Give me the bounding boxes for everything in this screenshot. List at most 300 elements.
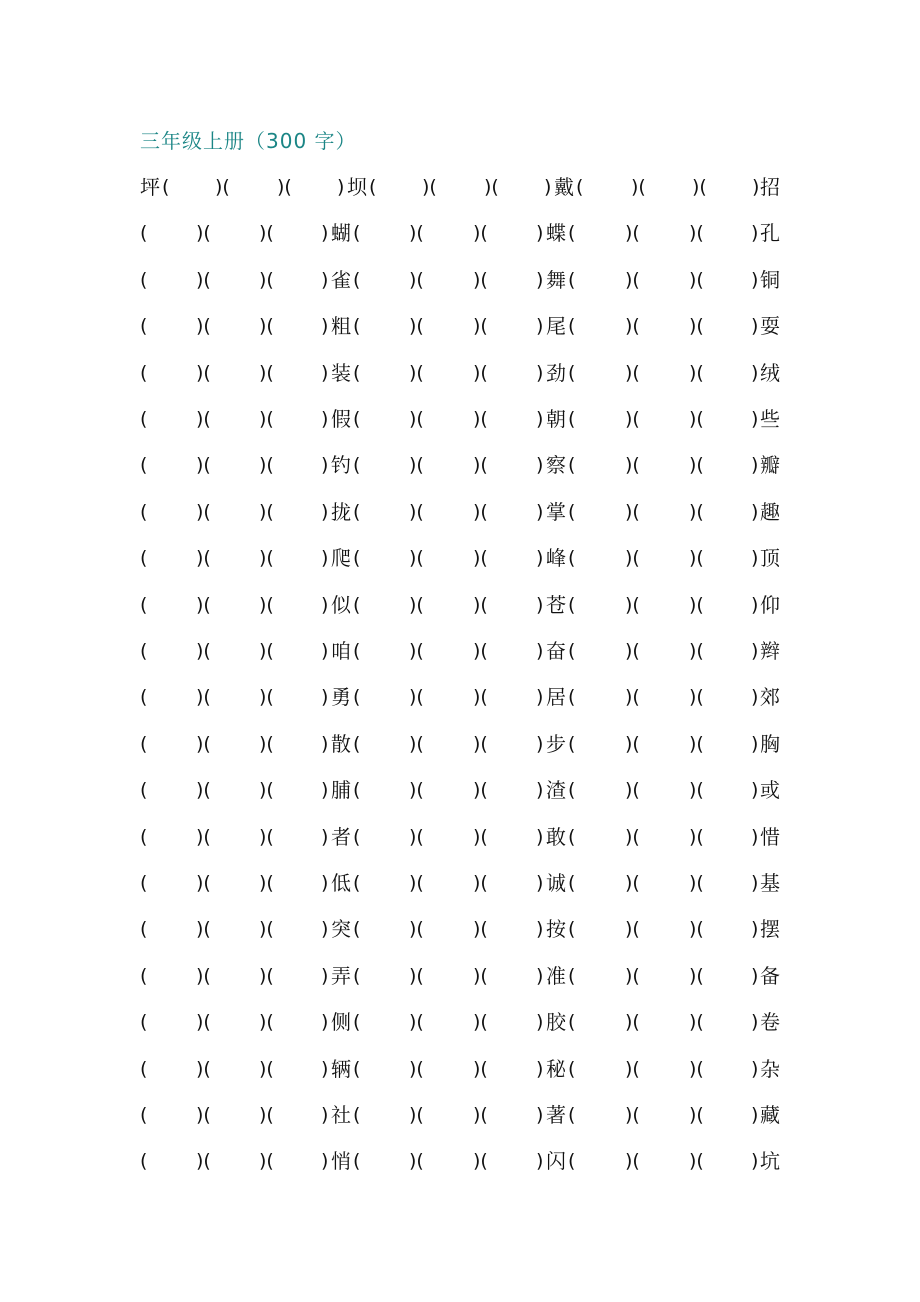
character-line xyxy=(0,543,920,573)
hanzi-char: 顶 xyxy=(760,546,780,571)
hanzi-char: 似 xyxy=(331,592,351,617)
blank-parens: )( xyxy=(625,732,640,755)
hanzi-char: 雀 xyxy=(331,267,351,292)
blank-parens: )( xyxy=(689,640,704,662)
blank-parens: )( xyxy=(409,779,424,802)
blank-parens: ( xyxy=(140,640,148,662)
blank-parens: )( xyxy=(473,315,488,338)
blank-parens: )( xyxy=(689,732,704,755)
hanzi-char: 杂 xyxy=(760,1056,780,1081)
blank-parens: ( xyxy=(353,732,361,755)
character-line xyxy=(0,450,920,480)
blank-parens: ( xyxy=(369,176,377,198)
blank-parens: ) xyxy=(751,872,759,894)
blank-parens: )( xyxy=(689,825,704,848)
blank-parens: )( xyxy=(689,686,704,709)
blank-parens: )( xyxy=(196,454,211,477)
blank-parens: )( xyxy=(196,1011,211,1034)
blank-parens: ) xyxy=(321,686,329,709)
blank-parens: ( xyxy=(353,268,361,291)
blank-parens: )( xyxy=(625,315,640,338)
blank-parens: ) xyxy=(751,1150,759,1173)
blank-parens: )( xyxy=(409,222,424,245)
blank-parens: )( xyxy=(196,640,211,662)
blank-parens: )( xyxy=(259,500,274,523)
blank-parens: )( xyxy=(473,640,488,662)
blank-parens: ) xyxy=(751,918,759,941)
blank-parens: )( xyxy=(259,454,274,477)
blank-parens: )( xyxy=(196,918,211,941)
hanzi-char: 备 xyxy=(760,963,780,988)
hanzi-char: 辆 xyxy=(331,1056,351,1081)
character-line xyxy=(0,1054,920,1084)
hanzi-char: 趣 xyxy=(760,499,780,524)
blank-parens: ( xyxy=(140,686,148,709)
blank-parens: )( xyxy=(473,1011,488,1034)
hanzi-char: 装 xyxy=(331,360,351,385)
hanzi-char: 坝 xyxy=(347,175,367,199)
hanzi-char: 按 xyxy=(546,917,566,942)
blank-parens: )( xyxy=(196,1057,211,1080)
blank-parens: )( xyxy=(689,547,704,570)
blank-parens: ) xyxy=(321,1057,329,1080)
blank-parens: ) xyxy=(751,1104,759,1126)
blank-parens: ( xyxy=(353,547,361,570)
hanzi-char: 粗 xyxy=(331,314,351,339)
hanzi-char: 诚 xyxy=(546,871,566,895)
blank-parens: )( xyxy=(196,732,211,755)
hanzi-char: 闪 xyxy=(546,1149,566,1174)
blank-parens: )( xyxy=(409,1150,424,1173)
character-line xyxy=(0,311,920,341)
blank-parens: ) xyxy=(337,176,345,198)
hanzi-char: 峰 xyxy=(546,546,566,571)
blank-parens: ) xyxy=(536,268,544,291)
hanzi-char: 渣 xyxy=(546,778,566,803)
blank-parens: )( xyxy=(473,593,488,616)
hanzi-char: 劲 xyxy=(546,360,566,385)
blank-parens: ( xyxy=(568,686,576,709)
blank-parens: )( xyxy=(625,593,640,616)
blank-parens: )( xyxy=(473,1104,488,1126)
character-line xyxy=(0,961,920,991)
hanzi-char: 散 xyxy=(331,731,351,756)
blank-parens: ) xyxy=(536,779,544,802)
blank-parens: )( xyxy=(484,176,499,198)
hanzi-char: 耍 xyxy=(760,314,780,339)
hanzi-char: 郊 xyxy=(760,685,780,710)
blank-parens: )( xyxy=(473,361,488,384)
blank-parens: )( xyxy=(196,222,211,245)
blank-parens: ( xyxy=(353,1150,361,1173)
hanzi-char: 坑 xyxy=(760,1149,780,1174)
blank-parens: ) xyxy=(321,1011,329,1034)
blank-parens: ) xyxy=(536,1057,544,1080)
blank-parens: )( xyxy=(631,176,646,198)
blank-parens: ) xyxy=(751,222,759,245)
character-line xyxy=(0,775,920,805)
hanzi-char: 察 xyxy=(546,453,566,478)
blank-parens: ) xyxy=(321,918,329,941)
blank-parens: ) xyxy=(536,640,544,662)
blank-parens: )( xyxy=(259,1150,274,1173)
blank-parens: ( xyxy=(140,1057,148,1080)
blank-parens: ) xyxy=(536,964,544,987)
blank-parens: ( xyxy=(568,1104,576,1126)
blank-parens: ) xyxy=(536,500,544,523)
hanzi-char: 或 xyxy=(760,778,780,803)
blank-parens: )( xyxy=(689,779,704,802)
blank-parens: )( xyxy=(625,268,640,291)
blank-parens: ) xyxy=(321,222,329,245)
hanzi-char: 基 xyxy=(760,871,780,895)
character-line xyxy=(0,729,920,759)
hanzi-char: 居 xyxy=(546,685,566,710)
blank-parens: ( xyxy=(568,1011,576,1034)
blank-parens: ( xyxy=(568,454,576,477)
blank-parens: ) xyxy=(536,408,544,430)
hanzi-char: 尾 xyxy=(546,314,566,339)
blank-parens: )( xyxy=(473,918,488,941)
character-line xyxy=(0,218,920,248)
blank-parens: ( xyxy=(353,640,361,662)
hanzi-char: 卷 xyxy=(760,1010,780,1035)
blank-parens: )( xyxy=(473,454,488,477)
blank-parens: )( xyxy=(473,1150,488,1173)
blank-parens: ( xyxy=(353,361,361,384)
blank-parens: )( xyxy=(689,918,704,941)
blank-parens: ) xyxy=(536,1150,544,1173)
blank-parens: ) xyxy=(751,825,759,848)
blank-parens: )( xyxy=(196,779,211,802)
blank-parens: )( xyxy=(409,454,424,477)
blank-parens: ) xyxy=(321,268,329,291)
blank-parens: )( xyxy=(625,686,640,709)
hanzi-char: 咱 xyxy=(331,639,351,663)
blank-parens: ( xyxy=(353,408,361,430)
blank-parens: ( xyxy=(353,1011,361,1034)
blank-parens: )( xyxy=(473,779,488,802)
blank-parens: )( xyxy=(259,779,274,802)
blank-parens: ) xyxy=(321,408,329,430)
blank-parens: ( xyxy=(140,593,148,616)
blank-parens: )( xyxy=(473,732,488,755)
blank-parens: ) xyxy=(321,315,329,338)
blank-parens: ( xyxy=(568,361,576,384)
blank-parens: )( xyxy=(473,1057,488,1080)
hanzi-char: 脯 xyxy=(331,778,351,803)
blank-parens: )( xyxy=(259,222,274,245)
hanzi-char: 步 xyxy=(546,731,566,756)
blank-parens: ) xyxy=(536,222,544,245)
character-line xyxy=(0,868,920,898)
hanzi-char: 敢 xyxy=(546,824,566,849)
hanzi-char: 绒 xyxy=(760,360,780,385)
character-line xyxy=(0,172,920,202)
blank-parens: ) xyxy=(536,872,544,894)
blank-parens: ) xyxy=(751,686,759,709)
blank-parens: )( xyxy=(689,1011,704,1034)
hanzi-char: 爬 xyxy=(331,546,351,571)
blank-parens: ) xyxy=(536,315,544,338)
blank-parens: ) xyxy=(321,593,329,616)
blank-parens: ) xyxy=(751,408,759,430)
blank-parens: )( xyxy=(689,964,704,987)
blank-parens: )( xyxy=(625,408,640,430)
blank-parens: )( xyxy=(196,408,211,430)
character-line xyxy=(0,1146,920,1176)
blank-parens: ) xyxy=(751,640,759,662)
hanzi-char: 弄 xyxy=(331,963,351,988)
blank-parens: )( xyxy=(409,315,424,338)
blank-parens: )( xyxy=(259,361,274,384)
blank-parens: )( xyxy=(277,176,292,198)
hanzi-char: 蝴 xyxy=(331,221,351,246)
blank-parens: )( xyxy=(625,779,640,802)
blank-parens: )( xyxy=(409,408,424,430)
blank-parens: )( xyxy=(259,825,274,848)
blank-parens: ( xyxy=(140,779,148,802)
blank-parens: )( xyxy=(259,918,274,941)
blank-parens: )( xyxy=(215,176,230,198)
blank-parens: ) xyxy=(536,547,544,570)
hanzi-char: 侧 xyxy=(331,1010,351,1035)
hanzi-char: 低 xyxy=(331,871,351,895)
blank-parens: ( xyxy=(140,825,148,848)
blank-parens: )( xyxy=(409,361,424,384)
blank-parens: ) xyxy=(321,1104,329,1126)
blank-parens: )( xyxy=(473,825,488,848)
blank-parens: )( xyxy=(689,315,704,338)
blank-parens: ) xyxy=(321,640,329,662)
blank-parens: )( xyxy=(409,1057,424,1080)
blank-parens: )( xyxy=(689,1057,704,1080)
blank-parens: )( xyxy=(259,1011,274,1034)
blank-parens: ) xyxy=(536,361,544,384)
blank-parens: ( xyxy=(140,547,148,570)
blank-parens: )( xyxy=(409,686,424,709)
blank-parens: ( xyxy=(353,1057,361,1080)
blank-parens: )( xyxy=(625,1150,640,1173)
blank-parens: ) xyxy=(751,361,759,384)
blank-parens: ) xyxy=(751,1057,759,1080)
blank-parens: ) xyxy=(321,732,329,755)
blank-parens: ( xyxy=(568,825,576,848)
character-line xyxy=(0,497,920,527)
blank-parens: ( xyxy=(568,779,576,802)
blank-parens: )( xyxy=(196,315,211,338)
blank-parens: ( xyxy=(568,593,576,616)
character-line xyxy=(0,265,920,295)
blank-parens: ) xyxy=(752,176,760,198)
blank-parens: )( xyxy=(409,547,424,570)
blank-parens: ( xyxy=(353,686,361,709)
hanzi-char: 掌 xyxy=(546,499,566,524)
blank-parens: ) xyxy=(751,315,759,338)
hanzi-char: 秘 xyxy=(546,1056,566,1081)
blank-parens: )( xyxy=(409,964,424,987)
blank-parens: ( xyxy=(353,222,361,245)
blank-parens: ) xyxy=(751,593,759,616)
blank-parens: )( xyxy=(196,825,211,848)
blank-parens: )( xyxy=(196,1104,211,1126)
blank-parens: ( xyxy=(568,222,576,245)
blank-parens: )( xyxy=(473,964,488,987)
hanzi-char: 拢 xyxy=(331,499,351,524)
blank-parens: ) xyxy=(321,361,329,384)
blank-parens: )( xyxy=(625,1104,640,1126)
hanzi-char: 勇 xyxy=(331,685,351,710)
blank-parens: )( xyxy=(625,825,640,848)
blank-parens: )( xyxy=(689,500,704,523)
hanzi-char: 准 xyxy=(546,963,566,988)
blank-parens: ) xyxy=(536,454,544,477)
blank-parens: )( xyxy=(409,825,424,848)
blank-parens: )( xyxy=(259,964,274,987)
hanzi-char: 社 xyxy=(331,1103,351,1127)
blank-parens: ) xyxy=(536,1104,544,1126)
hanzi-char: 辫 xyxy=(760,639,780,663)
blank-parens: )( xyxy=(689,1150,704,1173)
hanzi-char: 胸 xyxy=(760,731,780,756)
hanzi-char: 瓣 xyxy=(760,453,780,478)
blank-parens: ( xyxy=(140,500,148,523)
blank-parens: )( xyxy=(196,361,211,384)
hanzi-char: 著 xyxy=(546,1103,566,1127)
blank-parens: ) xyxy=(321,872,329,894)
blank-parens: ( xyxy=(140,315,148,338)
blank-parens: ( xyxy=(140,222,148,245)
blank-parens: ( xyxy=(568,1057,576,1080)
blank-parens: ) xyxy=(751,1011,759,1034)
blank-parens: )( xyxy=(409,1011,424,1034)
blank-parens: ( xyxy=(140,268,148,291)
blank-parens: )( xyxy=(196,872,211,894)
hanzi-char: 招 xyxy=(760,175,780,199)
blank-parens: ( xyxy=(353,500,361,523)
blank-parens: )( xyxy=(625,222,640,245)
blank-parens: ( xyxy=(140,408,148,430)
blank-parens: )( xyxy=(625,500,640,523)
blank-parens: )( xyxy=(422,176,437,198)
blank-parens: ) xyxy=(536,1011,544,1034)
blank-parens: )( xyxy=(473,872,488,894)
blank-parens: ( xyxy=(162,176,170,198)
hanzi-char: 些 xyxy=(760,407,780,431)
blank-parens: )( xyxy=(625,547,640,570)
hanzi-char: 朝 xyxy=(546,407,566,431)
character-line xyxy=(0,914,920,944)
blank-parens: ( xyxy=(140,361,148,384)
hanzi-char: 钓 xyxy=(331,453,351,478)
character-line xyxy=(0,682,920,712)
blank-parens: )( xyxy=(259,732,274,755)
blank-parens: ( xyxy=(568,918,576,941)
blank-parens: ) xyxy=(321,779,329,802)
blank-parens: ( xyxy=(353,964,361,987)
blank-parens: ) xyxy=(321,547,329,570)
blank-parens: ( xyxy=(568,268,576,291)
blank-parens: ( xyxy=(353,454,361,477)
hanzi-char: 铜 xyxy=(760,267,780,292)
blank-parens: )( xyxy=(689,454,704,477)
character-line xyxy=(0,590,920,620)
blank-parens: ) xyxy=(751,732,759,755)
blank-parens: )( xyxy=(625,361,640,384)
blank-parens: )( xyxy=(625,964,640,987)
blank-parens: )( xyxy=(625,1011,640,1034)
blank-parens: )( xyxy=(625,1057,640,1080)
blank-parens: )( xyxy=(259,408,274,430)
blank-parens: ( xyxy=(140,1150,148,1173)
hanzi-char: 摆 xyxy=(760,917,780,942)
blank-parens: )( xyxy=(409,1104,424,1126)
hanzi-char: 蝶 xyxy=(546,221,566,246)
blank-parens: )( xyxy=(692,176,707,198)
blank-parens: )( xyxy=(259,315,274,338)
blank-parens: )( xyxy=(689,268,704,291)
character-line xyxy=(0,1100,920,1130)
hanzi-char: 奋 xyxy=(546,639,566,663)
hanzi-char: 藏 xyxy=(760,1103,780,1127)
blank-parens: ( xyxy=(568,964,576,987)
blank-parens: ( xyxy=(568,315,576,338)
blank-parens: )( xyxy=(196,1150,211,1173)
hanzi-char: 苍 xyxy=(546,592,566,617)
blank-parens: )( xyxy=(409,500,424,523)
blank-parens: ( xyxy=(140,1011,148,1034)
blank-parens: ) xyxy=(321,1150,329,1173)
blank-parens: ( xyxy=(353,593,361,616)
page-title: 三年级上册（300 字） xyxy=(140,129,357,153)
blank-parens: ( xyxy=(353,779,361,802)
blank-parens: )( xyxy=(259,268,274,291)
blank-parens: )( xyxy=(689,872,704,894)
blank-parens: ) xyxy=(321,964,329,987)
blank-parens: )( xyxy=(689,593,704,616)
character-line xyxy=(0,404,920,434)
blank-parens: ) xyxy=(321,825,329,848)
blank-parens: )( xyxy=(473,408,488,430)
blank-parens: ( xyxy=(568,500,576,523)
character-line xyxy=(0,1007,920,1037)
blank-parens: ) xyxy=(751,268,759,291)
hanzi-char: 舞 xyxy=(546,267,566,292)
blank-parens: ) xyxy=(536,825,544,848)
blank-parens: )( xyxy=(689,222,704,245)
hanzi-char: 坪 xyxy=(140,175,160,199)
blank-parens: ) xyxy=(751,500,759,523)
blank-parens: ) xyxy=(751,964,759,987)
blank-parens: )( xyxy=(259,547,274,570)
blank-parens: )( xyxy=(259,1104,274,1126)
blank-parens: )( xyxy=(473,268,488,291)
blank-parens: )( xyxy=(409,732,424,755)
blank-parens: )( xyxy=(259,872,274,894)
blank-parens: ) xyxy=(536,593,544,616)
blank-parens: ( xyxy=(140,1104,148,1126)
blank-parens: )( xyxy=(409,593,424,616)
blank-parens: ( xyxy=(568,1150,576,1173)
blank-parens: ) xyxy=(321,500,329,523)
blank-parens: ( xyxy=(353,825,361,848)
blank-parens: )( xyxy=(473,686,488,709)
blank-parens: ( xyxy=(353,315,361,338)
blank-parens: ) xyxy=(751,454,759,477)
blank-parens: ) xyxy=(751,547,759,570)
blank-parens: )( xyxy=(625,918,640,941)
character-line xyxy=(0,636,920,666)
